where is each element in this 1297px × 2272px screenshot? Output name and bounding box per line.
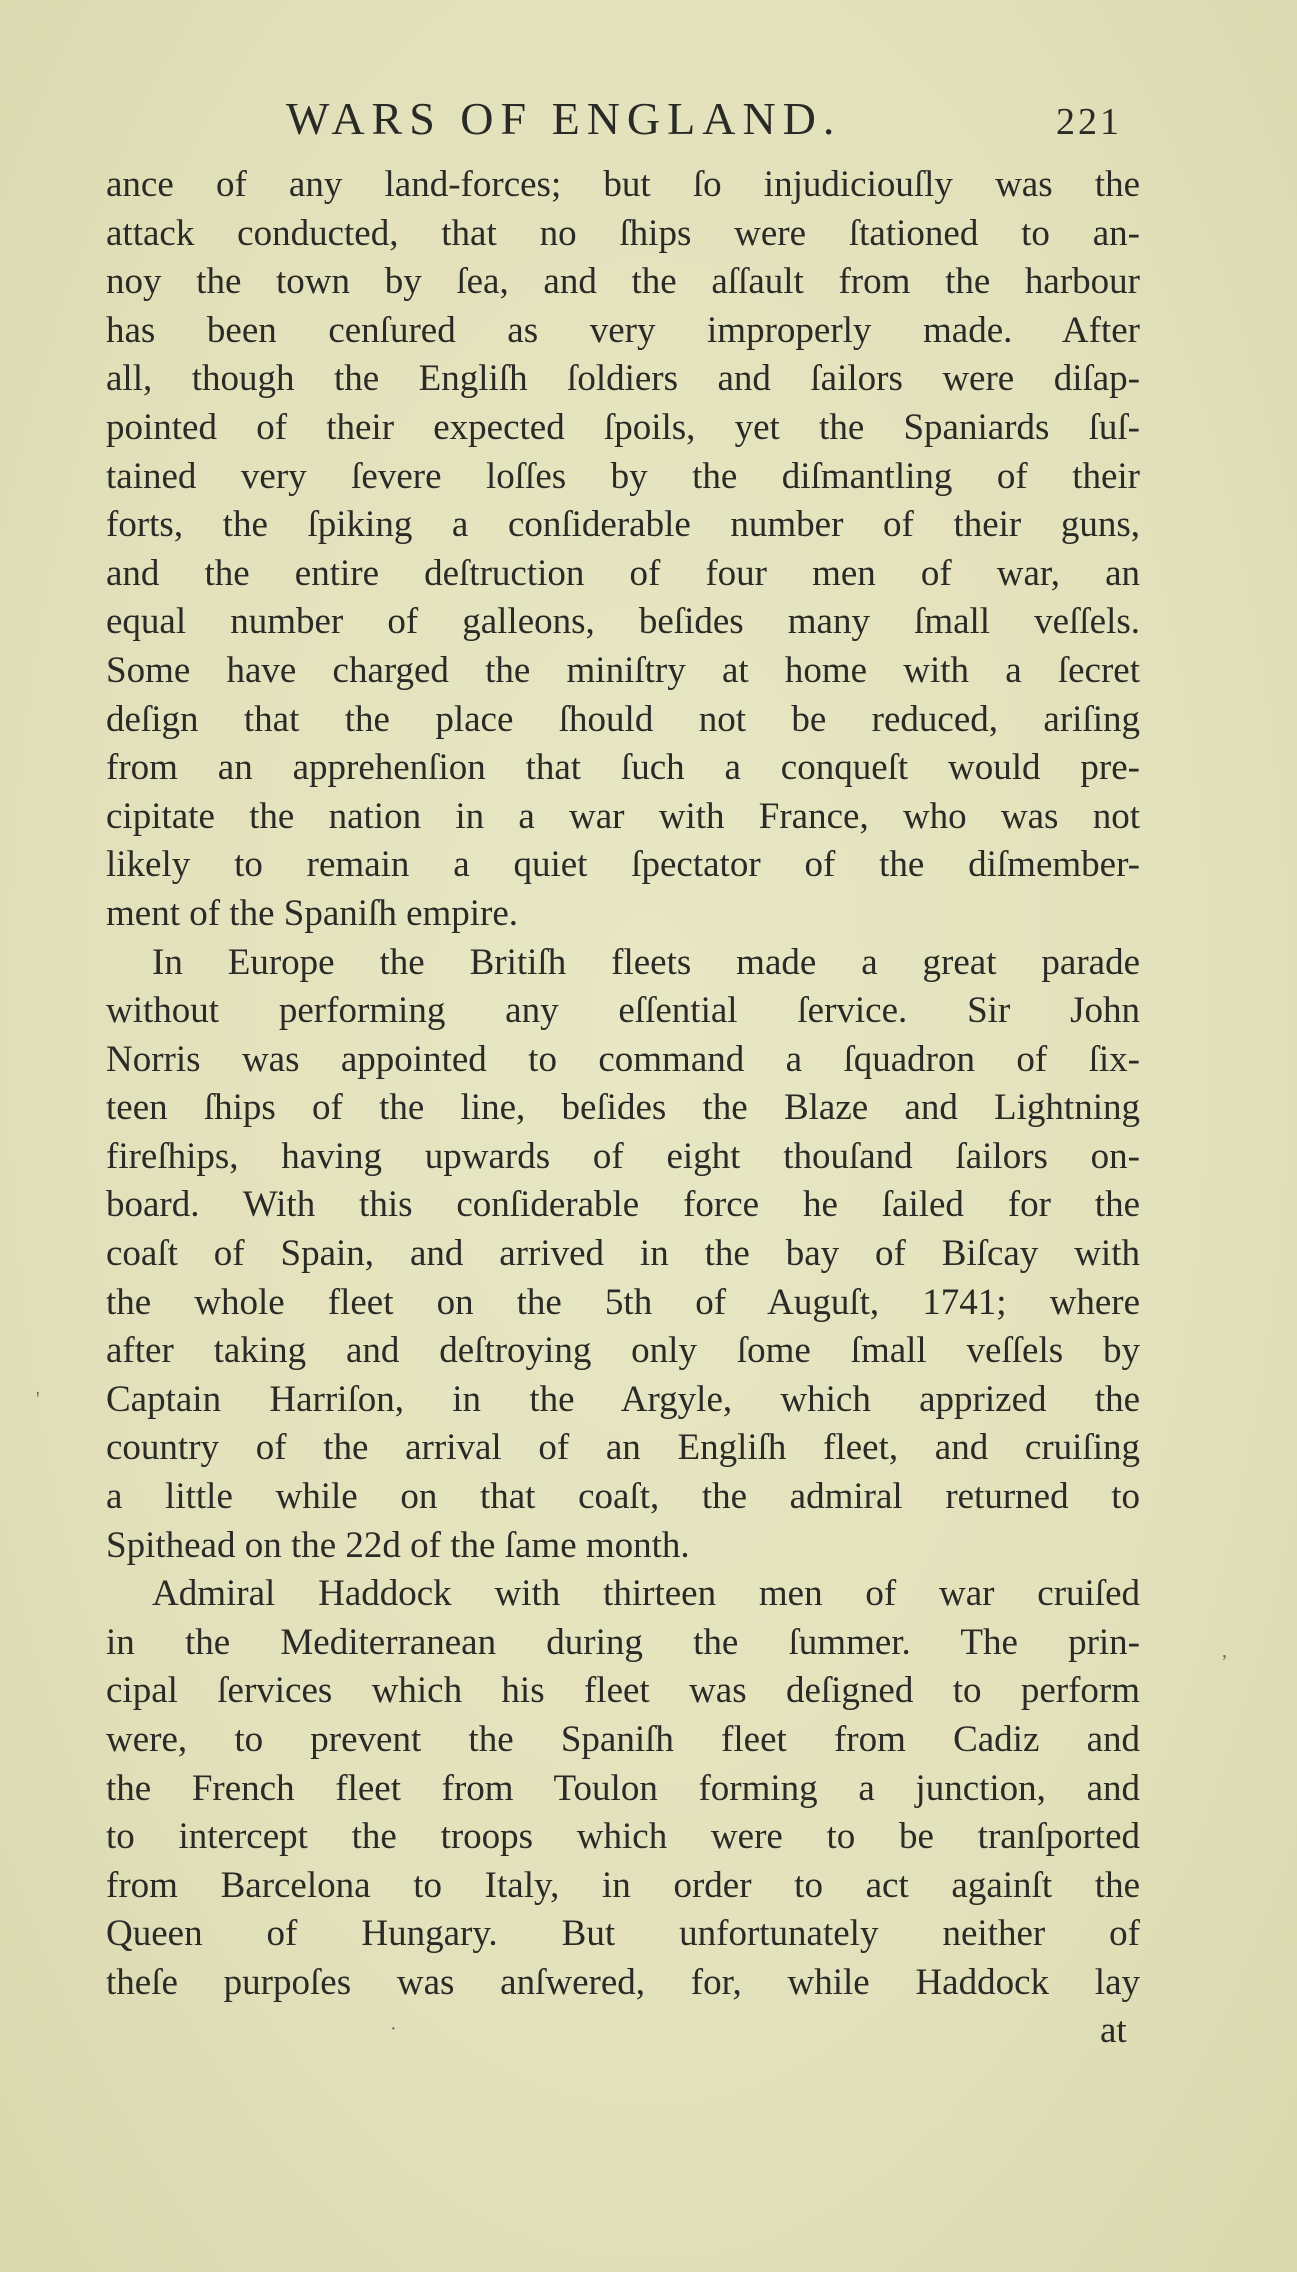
text-line: cipitate the nation in a war with France, who was not	[106, 795, 1140, 837]
text-line: board. With this conſiderable force he ſailed for the	[106, 1184, 1140, 1226]
text-line: a little while on that coaſt, the admiral returned to	[106, 1476, 1140, 1518]
text-line: theſe purpoſes was anſwered, for, while Haddock lay	[106, 1961, 1140, 2003]
page-number: 221	[1056, 101, 1122, 143]
text-line: equal number of galleons, beſides many ſmall veſſels.	[106, 601, 1140, 643]
body-text	[106, 161, 1140, 2008]
text-line: Some have charged the miniſtry at home with a ſecret	[106, 649, 1140, 691]
text-line: cipal ſervices which his fleet was deſigned to perform	[106, 1670, 1140, 1712]
text-line: deſign that the place ſhould not be reduced, ariſing	[106, 698, 1140, 740]
text-line: from Barcelona to Italy, in order to act againſt the	[106, 1864, 1140, 1906]
text-line: Spithead on the 22d of the ſame month.	[106, 1524, 690, 1566]
text-line: Norris was appointed to command a ſquadron of ſix-	[106, 1038, 1140, 1080]
running-title: WARS OF ENGLAND.	[286, 93, 842, 144]
text-line: likely to remain a quiet ſpectator of the diſmember-	[106, 844, 1140, 886]
text-line: ance of any land-forces; but ſo injudiciouſly was the	[106, 164, 1140, 205]
text-line: tained very ſevere loſſes by the diſmantling of their	[106, 455, 1140, 497]
text-line: to intercept the troops which were to be tranſported	[106, 1816, 1140, 1858]
text-line: Queen of Hungary. But unfortunately neither of	[106, 1913, 1140, 1955]
text-line: the whole fleet on the 5th of Auguſt, 1741; where	[106, 1281, 1140, 1323]
text-line: in the Mediterranean during the ſummer. The prin-	[106, 1621, 1140, 1663]
text-line: teen ſhips of the line, beſides the Blaze and Lightning	[106, 1087, 1140, 1129]
text-line: noy the town by ſea, and the aſſault from the harbour	[106, 261, 1140, 303]
text-line: were, to prevent the Spaniſh fleet from Cadiz and	[106, 1719, 1140, 1760]
text-line: the French fleet from Toulon forming a junction, and	[106, 1767, 1140, 1809]
margin-speck: ·	[390, 2018, 397, 2040]
margin-speck: '	[36, 1388, 40, 1410]
text-line: forts, the ſpiking a conſiderable number of their guns,	[106, 504, 1140, 546]
text-line: Admiral Haddock with thirteen men of war cruiſed	[152, 1573, 1140, 1615]
text-line: In Europe the Britiſh fleets made a great parade	[152, 941, 1140, 983]
text-line: coaſt of Spain, and arrived in the bay of Biſcay with	[106, 1233, 1140, 1275]
text-line: attack conducted, that no ſhips were ſtationed to an-	[106, 212, 1140, 254]
running-head	[104, 92, 1144, 152]
text-line: country of the arrival of an Engliſh fleet, and cruiſing	[106, 1427, 1140, 1469]
text-line: has been cenſured as very improperly made. After	[106, 309, 1140, 351]
text-line: from an apprehenſion that ſuch a conqueſt would pre-	[106, 747, 1140, 789]
text-line: and the entire deſtruction of four men of war, an	[106, 552, 1140, 594]
text-line: all, though the Engliſh ſoldiers and ſailors were diſap-	[106, 358, 1140, 400]
text-line: Captain Harriſon, in the Argyle, which apprized the	[106, 1378, 1140, 1420]
text-line: without performing any eſſential ſervice. Sir John	[106, 990, 1140, 1032]
text-line: fireſhips, having upwards of eight thouſand ſailors on-	[106, 1135, 1140, 1177]
text-line: after taking and deſtroying only ſome ſmall veſſels by	[106, 1330, 1140, 1372]
margin-speck: ,	[1222, 1640, 1227, 1662]
catchword: at	[1100, 2010, 1127, 2051]
text-line: pointed of their expected ſpoils, yet the Spaniards ſuſ-	[106, 406, 1140, 448]
text-line: ment of the Spaniſh empire.	[106, 892, 519, 934]
